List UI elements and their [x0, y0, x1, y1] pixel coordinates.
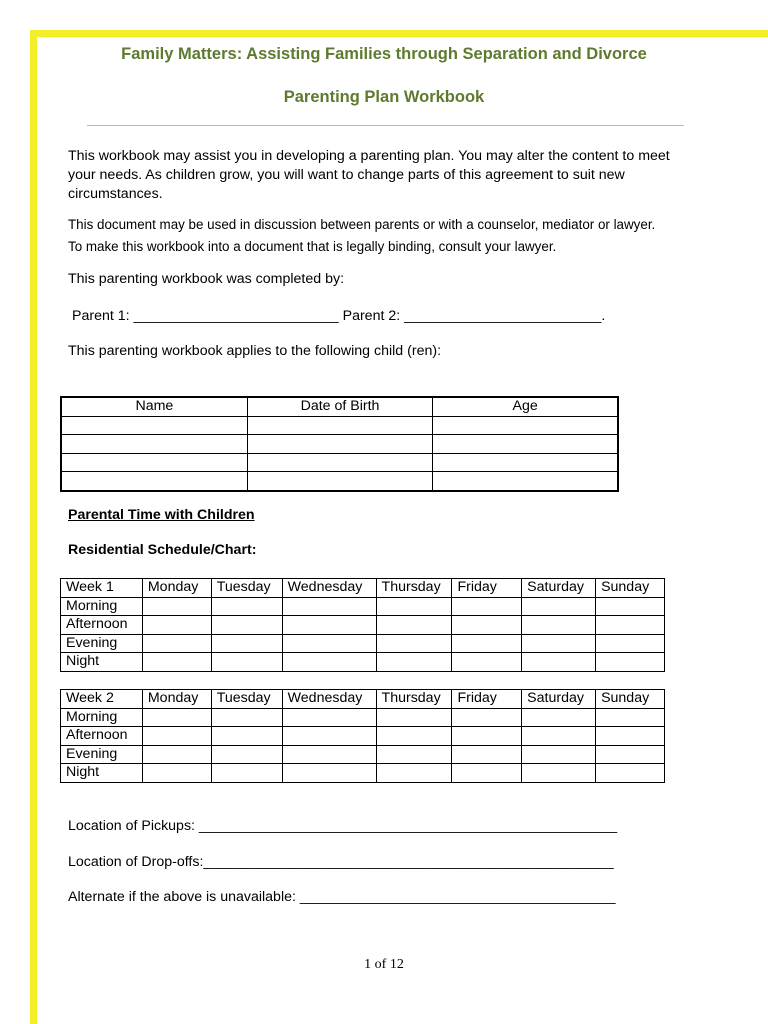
period-morning: Morning [61, 708, 143, 727]
schedule-cell[interactable] [452, 597, 522, 616]
intro-paragraph: This workbook may assist you in developing a parenting plan. You may alter the content to meet your needs. As children grow, you will want to change parts of this agreement to suit new circumstances. [68, 148, 670, 202]
schedule-cell[interactable] [376, 597, 452, 616]
schedule-cell[interactable] [142, 653, 211, 672]
schedule-cell[interactable] [596, 634, 665, 653]
period-night: Night [61, 764, 143, 783]
period-afternoon: Afternoon [61, 727, 143, 746]
day-tuesday: Tuesday [211, 579, 282, 598]
child-name-cell[interactable] [61, 453, 247, 472]
schedule-cell[interactable] [596, 708, 665, 727]
schedule-cell[interactable] [282, 708, 376, 727]
day-saturday: Saturday [522, 579, 596, 598]
child-age-cell[interactable] [433, 416, 618, 435]
schedule-cell[interactable] [522, 653, 596, 672]
schedule-cell[interactable] [522, 597, 596, 616]
schedule-cell[interactable] [376, 653, 452, 672]
child-age-cell[interactable] [433, 435, 618, 454]
dropoff-location-line[interactable]: Location of Drop-offs:____________________________________________________ [68, 854, 614, 870]
day-thursday: Thursday [376, 579, 452, 598]
table-row [61, 472, 618, 491]
schedule-cell[interactable] [211, 634, 282, 653]
schedule-cell[interactable] [211, 727, 282, 746]
schedule-cell[interactable] [596, 745, 665, 764]
period-night: Night [61, 653, 143, 672]
schedule-cell[interactable] [142, 745, 211, 764]
schedule-cell[interactable] [142, 764, 211, 783]
schedule-cell[interactable] [452, 653, 522, 672]
schedule-cell[interactable] [142, 727, 211, 746]
schedule-cell[interactable] [282, 597, 376, 616]
period-evening: Evening [61, 634, 143, 653]
schedule-cell[interactable] [282, 764, 376, 783]
schedule-cell[interactable] [452, 745, 522, 764]
day-wednesday: Wednesday [282, 579, 376, 598]
schedule-cell[interactable] [452, 764, 522, 783]
day-tuesday: Tuesday [211, 690, 282, 709]
schedule-cell[interactable] [452, 708, 522, 727]
schedule-cell[interactable] [142, 616, 211, 635]
schedule-cell[interactable] [142, 597, 211, 616]
table-row [61, 764, 665, 783]
schedule-cell[interactable] [522, 764, 596, 783]
schedule-cell[interactable] [522, 708, 596, 727]
table-row [61, 708, 665, 727]
schedule-cell[interactable] [211, 745, 282, 764]
schedule-cell[interactable] [522, 745, 596, 764]
day-sunday: Sunday [596, 690, 665, 709]
residential-schedule-heading: Residential Schedule/Chart: [68, 542, 257, 558]
schedule-cell[interactable] [282, 653, 376, 672]
schedule-cell[interactable] [282, 727, 376, 746]
children-table [60, 396, 619, 492]
completed-by-label: This parenting workbook was completed by: [68, 271, 345, 287]
schedule-cell[interactable] [376, 634, 452, 653]
header-age: Age [433, 397, 618, 416]
schedule-cell[interactable] [522, 616, 596, 635]
table-row [61, 727, 665, 746]
schedule-cell[interactable] [211, 653, 282, 672]
child-dob-cell[interactable] [247, 416, 432, 435]
table-row [61, 616, 665, 635]
child-dob-cell[interactable] [247, 435, 432, 454]
schedule-cell[interactable] [522, 634, 596, 653]
table-row [61, 745, 665, 764]
schedule-cell[interactable] [596, 653, 665, 672]
schedule-cell[interactable] [452, 616, 522, 635]
period-evening: Evening [61, 745, 143, 764]
table-row [61, 653, 665, 672]
day-wednesday: Wednesday [282, 690, 376, 709]
schedule-cell[interactable] [596, 764, 665, 783]
schedule-cell[interactable] [282, 634, 376, 653]
child-name-cell[interactable] [61, 416, 247, 435]
table-row [61, 435, 618, 454]
day-friday: Friday [452, 579, 522, 598]
schedule-cell[interactable] [282, 616, 376, 635]
child-name-cell[interactable] [61, 435, 247, 454]
table-row [61, 597, 665, 616]
schedule-cell[interactable] [211, 708, 282, 727]
schedule-header-row [61, 690, 665, 709]
child-dob-cell[interactable] [247, 453, 432, 472]
schedule-cell[interactable] [452, 727, 522, 746]
children-table-header [61, 397, 618, 416]
alternate-location-line[interactable]: Alternate if the above is unavailable: ________________________________________ [68, 889, 616, 905]
page-border-top [30, 30, 768, 37]
document-title: Family Matters: Assisting Families through Separation and Divorce [121, 45, 647, 63]
schedule-cell[interactable] [211, 764, 282, 783]
table-row [61, 634, 665, 653]
schedule-cell[interactable] [142, 708, 211, 727]
week-2-schedule-table [60, 689, 665, 783]
child-age-cell[interactable] [433, 472, 618, 491]
day-saturday: Saturday [522, 690, 596, 709]
pickup-location-line[interactable]: Location of Pickups: _____________________________________________________ [68, 818, 618, 834]
page-border-left [30, 30, 37, 1024]
day-monday: Monday [142, 579, 211, 598]
week-1-schedule-table [60, 578, 665, 672]
day-monday: Monday [142, 690, 211, 709]
period-afternoon: Afternoon [61, 616, 143, 635]
period-morning: Morning [61, 597, 143, 616]
schedule-cell[interactable] [596, 597, 665, 616]
schedule-cell[interactable] [376, 708, 452, 727]
child-dob-cell[interactable] [247, 472, 432, 491]
schedule-cell[interactable] [376, 616, 452, 635]
schedule-cell[interactable] [596, 616, 665, 635]
schedule-cell[interactable] [376, 745, 452, 764]
schedule-cell[interactable] [376, 764, 452, 783]
document-subtitle: Parenting Plan Workbook [283, 88, 485, 106]
table-row [61, 453, 618, 472]
children-applies-label: This parenting workbook applies to the following child (ren): [68, 343, 442, 359]
schedule-header-row [61, 579, 665, 598]
parental-time-heading: Parental Time with Children [68, 507, 255, 523]
header-date-of-birth: Date of Birth [247, 397, 432, 416]
header-name: Name [61, 397, 247, 416]
schedule-cell[interactable] [282, 745, 376, 764]
day-sunday: Sunday [596, 579, 665, 598]
schedule-cell[interactable] [452, 634, 522, 653]
table-row [61, 416, 618, 435]
week-label: Week 2 [61, 690, 143, 709]
schedule-cell[interactable] [142, 634, 211, 653]
usage-paragraph: This document may be used in discussion between parents or with a counselor, mediator or lawyer. To make this workbook into a document that is legally binding, consult your lawyer. [68, 217, 656, 254]
day-friday: Friday [452, 690, 522, 709]
day-thursday: Thursday [376, 690, 452, 709]
schedule-cell[interactable] [376, 727, 452, 746]
child-name-cell[interactable] [61, 472, 247, 491]
title-divider [87, 125, 684, 126]
schedule-cell[interactable] [596, 727, 665, 746]
schedule-cell[interactable] [211, 616, 282, 635]
week-label: Week 1 [61, 579, 143, 598]
schedule-cell[interactable] [522, 727, 596, 746]
page-number: 1 of 12 [364, 957, 404, 972]
schedule-cell[interactable] [211, 597, 282, 616]
parents-line: Parent 1: __________________________ Parent 2: _________________________. [72, 308, 606, 324]
child-age-cell[interactable] [433, 453, 618, 472]
